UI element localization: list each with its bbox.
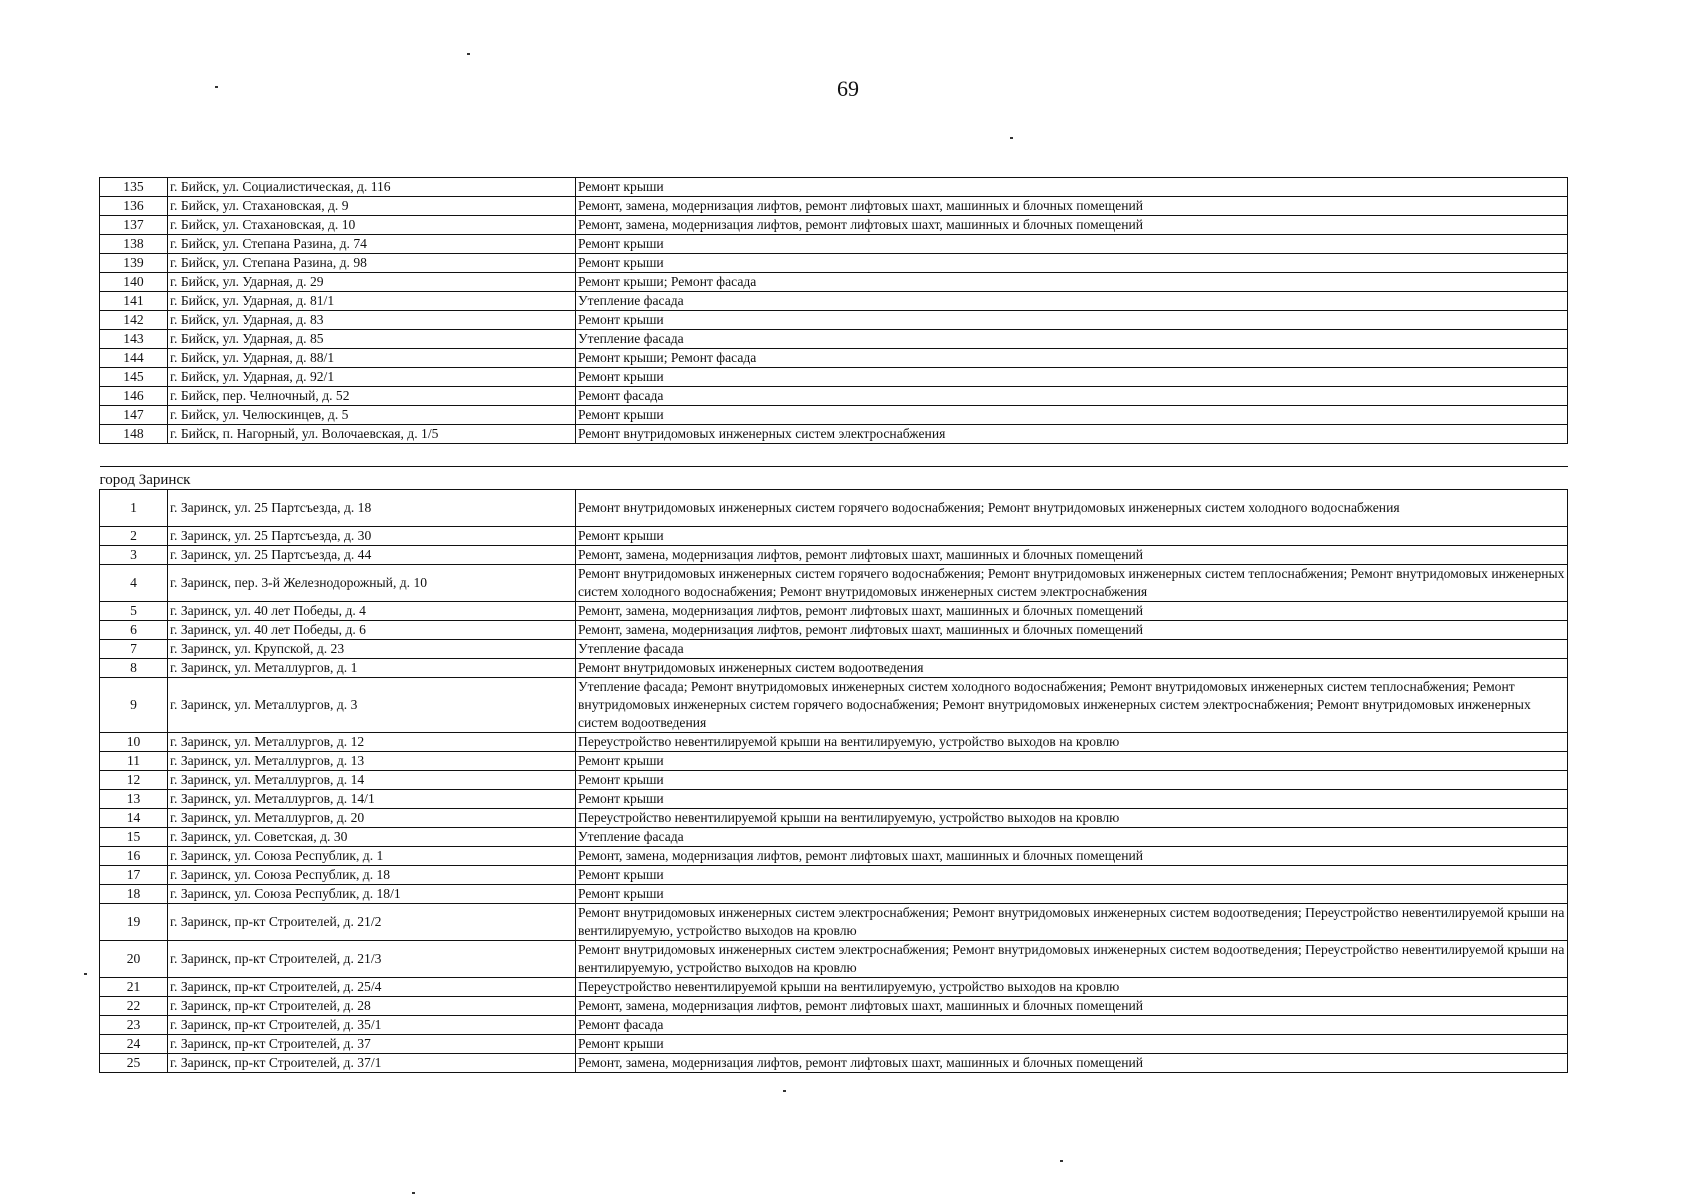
repair-registry-table — [99, 177, 1568, 1073]
row-work-type: Ремонт крыши — [576, 178, 1568, 197]
row-number: 138 — [100, 235, 168, 254]
table-row — [100, 527, 1568, 546]
row-address: г. Заринск, ул. 25 Партсъезда, д. 44 — [168, 546, 576, 565]
table-row — [100, 866, 1568, 885]
row-work-type: Ремонт фасада — [576, 387, 1568, 406]
table-row — [100, 752, 1568, 771]
row-number: 17 — [100, 866, 168, 885]
row-work-type: Ремонт внутридомовых инженерных систем электроснабжения; Ремонт внутридомовых инженерных систем водоотведения; Переустройство невентилируемой крыши на вентилируемую, устройство выходов на кровлю — [576, 941, 1568, 978]
row-address: г. Заринск, ул. Союза Республик, д. 1 — [168, 847, 576, 866]
table-row — [100, 941, 1568, 978]
table-row — [100, 311, 1568, 330]
row-number: 2 — [100, 527, 168, 546]
row-address: г. Заринск, ул. Металлургов, д. 13 — [168, 752, 576, 771]
row-number: 144 — [100, 349, 168, 368]
row-number: 3 — [100, 546, 168, 565]
row-number: 5 — [100, 602, 168, 621]
row-work-type: Ремонт, замена, модернизация лифтов, ремонт лифтовых шахт, машинных и блочных помещений — [576, 602, 1568, 621]
row-number: 135 — [100, 178, 168, 197]
row-address: г. Бийск, ул. Ударная, д. 85 — [168, 330, 576, 349]
row-work-type: Ремонт, замена, модернизация лифтов, ремонт лифтовых шахт, машинных и блочных помещений — [576, 197, 1568, 216]
row-address: г. Бийск, ул. Ударная, д. 29 — [168, 273, 576, 292]
row-number: 137 — [100, 216, 168, 235]
row-number: 23 — [100, 1016, 168, 1035]
row-number: 25 — [100, 1054, 168, 1073]
row-number: 148 — [100, 425, 168, 444]
row-address: г. Заринск, пр-кт Строителей, д. 35/1 — [168, 1016, 576, 1035]
section-spacer — [100, 444, 1568, 467]
section-title: город Заринск — [100, 467, 1568, 490]
table-row — [100, 330, 1568, 349]
row-number: 145 — [100, 368, 168, 387]
row-address: г. Заринск, пер. 3-й Железнодорожный, д. 10 — [168, 565, 576, 602]
table-row — [100, 197, 1568, 216]
row-work-type: Ремонт крыши; Ремонт фасада — [576, 273, 1568, 292]
table-row — [100, 254, 1568, 273]
row-work-type: Ремонт крыши — [576, 235, 1568, 254]
table-row — [100, 349, 1568, 368]
table-row — [100, 1035, 1568, 1054]
row-work-type: Ремонт внутридомовых инженерных систем электроснабжения — [576, 425, 1568, 444]
scan-speck — [783, 1090, 786, 1092]
row-work-type: Ремонт, замена, модернизация лифтов, ремонт лифтовых шахт, машинных и блочных помещений — [576, 216, 1568, 235]
scan-speck — [84, 973, 87, 975]
row-number: 24 — [100, 1035, 168, 1054]
table-row — [100, 997, 1568, 1016]
row-address: г. Заринск, пр-кт Строителей, д. 21/3 — [168, 941, 576, 978]
table-row — [100, 847, 1568, 866]
row-work-type: Ремонт внутридомовых инженерных систем горячего водоснабжения; Ремонт внутридомовых инженерных систем теплоснабжения; Ремонт внутридомовых инженерных систем холодного водоснабжения; Ремонт внутридомовых инженерных систем электроснабжения — [576, 565, 1568, 602]
row-work-type: Ремонт крыши — [576, 527, 1568, 546]
row-address: г. Бийск, ул. Стахановская, д. 10 — [168, 216, 576, 235]
row-address: г. Заринск, ул. Металлургов, д. 1 — [168, 659, 576, 678]
row-work-type: Ремонт крыши — [576, 406, 1568, 425]
table-row — [100, 235, 1568, 254]
row-number: 143 — [100, 330, 168, 349]
row-work-type: Ремонт фасада — [576, 1016, 1568, 1035]
row-number: 8 — [100, 659, 168, 678]
table-row — [100, 640, 1568, 659]
row-work-type: Ремонт крыши — [576, 254, 1568, 273]
row-work-type: Ремонт крыши — [576, 885, 1568, 904]
table-row — [100, 565, 1568, 602]
row-address: г. Бийск, ул. Ударная, д. 81/1 — [168, 292, 576, 311]
row-number: 15 — [100, 828, 168, 847]
row-address: г. Заринск, пр-кт Строителей, д. 21/2 — [168, 904, 576, 941]
row-work-type: Ремонт, замена, модернизация лифтов, ремонт лифтовых шахт, машинных и блочных помещений — [576, 1054, 1568, 1073]
document-sheet — [99, 177, 1567, 1073]
row-number: 142 — [100, 311, 168, 330]
table-row — [100, 1016, 1568, 1035]
row-work-type: Ремонт внутридомовых инженерных систем горячего водоснабжения; Ремонт внутридомовых инженерных систем холодного водоснабжения — [576, 490, 1568, 527]
row-work-type: Ремонт внутридомовых инженерных систем водоотведения — [576, 659, 1568, 678]
table-row — [100, 1054, 1568, 1073]
page-number: 69 — [837, 76, 859, 101]
table-row — [100, 368, 1568, 387]
row-address: г. Заринск, ул. Металлургов, д. 12 — [168, 733, 576, 752]
row-address: г. Бийск, ул. Ударная, д. 92/1 — [168, 368, 576, 387]
table-row — [100, 546, 1568, 565]
row-address: г. Заринск, ул. Советская, д. 30 — [168, 828, 576, 847]
row-number: 1 — [100, 490, 168, 527]
row-address: г. Заринск, ул. Крупской, д. 23 — [168, 640, 576, 659]
section-header-row — [100, 467, 1568, 490]
row-work-type: Ремонт крыши — [576, 866, 1568, 885]
row-number: 22 — [100, 997, 168, 1016]
row-number: 21 — [100, 978, 168, 997]
table-row — [100, 387, 1568, 406]
row-address: г. Заринск, пр-кт Строителей, д. 37 — [168, 1035, 576, 1054]
row-number: 139 — [100, 254, 168, 273]
row-work-type: Переустройство невентилируемой крыши на вентилируемую, устройство выходов на кровлю — [576, 978, 1568, 997]
registry-body — [100, 178, 1568, 1073]
table-row — [100, 733, 1568, 752]
table-row — [100, 425, 1568, 444]
row-address: г. Заринск, ул. Металлургов, д. 14/1 — [168, 790, 576, 809]
row-work-type: Переустройство невентилируемой крыши на вентилируемую, устройство выходов на кровлю — [576, 733, 1568, 752]
row-address: г. Бийск, пер. Челночный, д. 52 — [168, 387, 576, 406]
row-address: г. Бийск, п. Нагорный, ул. Волочаевская, д. 1/5 — [168, 425, 576, 444]
row-address: г. Заринск, ул. Металлургов, д. 3 — [168, 678, 576, 733]
row-number: 20 — [100, 941, 168, 978]
row-work-type: Утепление фасада — [576, 292, 1568, 311]
table-row — [100, 406, 1568, 425]
spacer-cell — [100, 444, 1568, 467]
table-row — [100, 790, 1568, 809]
row-number: 141 — [100, 292, 168, 311]
row-address: г. Бийск, ул. Социалистическая, д. 116 — [168, 178, 576, 197]
scan-speck — [215, 86, 218, 88]
row-address: г. Заринск, ул. Металлургов, д. 14 — [168, 771, 576, 790]
row-number: 4 — [100, 565, 168, 602]
row-work-type: Ремонт крыши — [576, 368, 1568, 387]
row-address: г. Заринск, пр-кт Строителей, д. 28 — [168, 997, 576, 1016]
table-row — [100, 602, 1568, 621]
row-address: г. Бийск, ул. Ударная, д. 88/1 — [168, 349, 576, 368]
table-row — [100, 809, 1568, 828]
row-number: 140 — [100, 273, 168, 292]
row-address: г. Заринск, ул. 25 Партсъезда, д. 30 — [168, 527, 576, 546]
row-work-type: Ремонт крыши — [576, 771, 1568, 790]
row-work-type: Утепление фасада — [576, 330, 1568, 349]
table-row — [100, 178, 1568, 197]
row-work-type: Ремонт крыши — [576, 311, 1568, 330]
table-row — [100, 292, 1568, 311]
row-number: 6 — [100, 621, 168, 640]
row-work-type: Утепление фасада — [576, 828, 1568, 847]
table-row — [100, 771, 1568, 790]
scan-speck — [1060, 1160, 1063, 1162]
row-work-type: Ремонт крыши — [576, 752, 1568, 771]
row-work-type: Ремонт крыши — [576, 790, 1568, 809]
row-work-type: Ремонт, замена, модернизация лифтов, ремонт лифтовых шахт, машинных и блочных помещений — [576, 847, 1568, 866]
row-address: г. Заринск, ул. Союза Республик, д. 18/1 — [168, 885, 576, 904]
row-number: 14 — [100, 809, 168, 828]
row-address: г. Бийск, ул. Степана Разина, д. 98 — [168, 254, 576, 273]
table-row — [100, 828, 1568, 847]
row-number: 146 — [100, 387, 168, 406]
scan-speck — [467, 53, 470, 55]
row-number: 136 — [100, 197, 168, 216]
scan-speck — [412, 1192, 415, 1194]
table-row — [100, 978, 1568, 997]
table-row — [100, 678, 1568, 733]
row-work-type: Утепление фасада; Ремонт внутридомовых инженерных систем холодного водоснабжения; Ремонт внутридомовых инженерных систем теплоснабжения; Ремонт внутридомовых инженерных систем горячего водоснабжения; Ремонт внутридомовых инженерных систем электроснабжения; Ремонт внутридомовых инженерных систем водоотведения — [576, 678, 1568, 733]
row-address: г. Бийск, ул. Стахановская, д. 9 — [168, 197, 576, 216]
row-address: г. Бийск, ул. Челюскинцев, д. 5 — [168, 406, 576, 425]
table-row — [100, 216, 1568, 235]
table-row — [100, 659, 1568, 678]
row-address: г. Заринск, ул. 25 Партсъезда, д. 18 — [168, 490, 576, 527]
row-work-type: Ремонт крыши — [576, 1035, 1568, 1054]
table-row — [100, 490, 1568, 527]
scan-speck — [1010, 137, 1013, 139]
row-work-type: Ремонт внутридомовых инженерных систем электроснабжения; Ремонт внутридомовых инженерных систем водоотведения; Переустройство невентилируемой крыши на вентилируемую, устройство выходов на кровлю — [576, 904, 1568, 941]
row-number: 10 — [100, 733, 168, 752]
row-address: г. Заринск, ул. Союза Республик, д. 18 — [168, 866, 576, 885]
row-work-type: Утепление фасада — [576, 640, 1568, 659]
row-number: 12 — [100, 771, 168, 790]
table-row — [100, 273, 1568, 292]
row-number: 11 — [100, 752, 168, 771]
row-number: 18 — [100, 885, 168, 904]
row-number: 16 — [100, 847, 168, 866]
row-address: г. Бийск, ул. Степана Разина, д. 74 — [168, 235, 576, 254]
row-address: г. Бийск, ул. Ударная, д. 83 — [168, 311, 576, 330]
table-row — [100, 904, 1568, 941]
table-row — [100, 885, 1568, 904]
row-address: г. Заринск, пр-кт Строителей, д. 37/1 — [168, 1054, 576, 1073]
row-address: г. Заринск, пр-кт Строителей, д. 25/4 — [168, 978, 576, 997]
row-work-type: Ремонт, замена, модернизация лифтов, ремонт лифтовых шахт, машинных и блочных помещений — [576, 546, 1568, 565]
table-row — [100, 621, 1568, 640]
row-address: г. Заринск, ул. 40 лет Победы, д. 4 — [168, 602, 576, 621]
row-number: 147 — [100, 406, 168, 425]
row-address: г. Заринск, ул. Металлургов, д. 20 — [168, 809, 576, 828]
row-number: 7 — [100, 640, 168, 659]
row-number: 9 — [100, 678, 168, 733]
row-number: 13 — [100, 790, 168, 809]
row-number: 19 — [100, 904, 168, 941]
row-work-type: Переустройство невентилируемой крыши на вентилируемую, устройство выходов на кровлю — [576, 809, 1568, 828]
row-work-type: Ремонт крыши; Ремонт фасада — [576, 349, 1568, 368]
row-work-type: Ремонт, замена, модернизация лифтов, ремонт лифтовых шахт, машинных и блочных помещений — [576, 621, 1568, 640]
row-work-type: Ремонт, замена, модернизация лифтов, ремонт лифтовых шахт, машинных и блочных помещений — [576, 997, 1568, 1016]
row-address: г. Заринск, ул. 40 лет Победы, д. 6 — [168, 621, 576, 640]
